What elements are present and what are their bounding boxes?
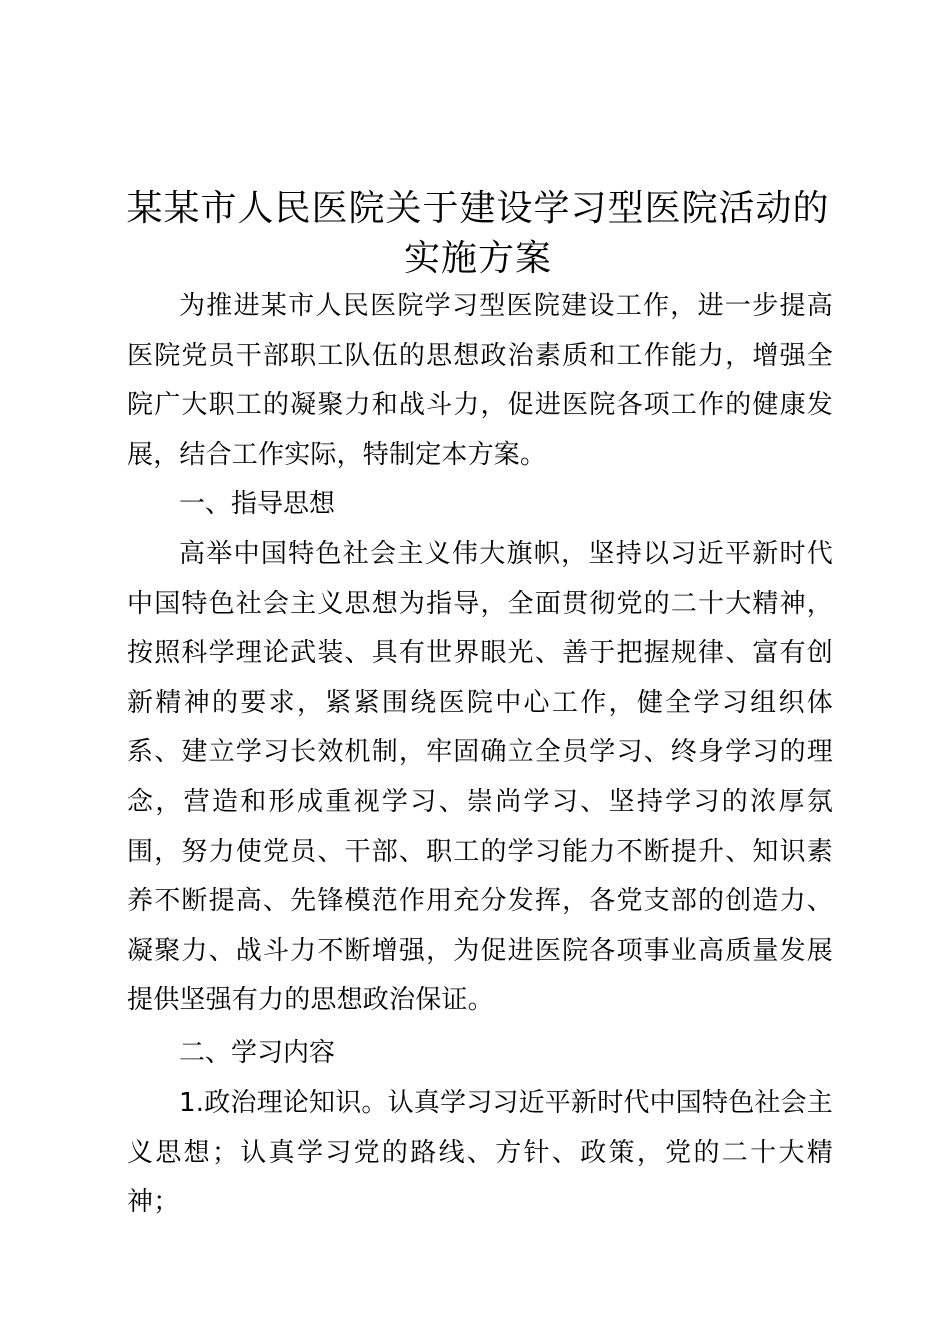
document-title: 某某市人民医院关于建设学习型医院活动的实施方案 <box>126 188 830 279</box>
section-1-body: 高举中国特色社会主义伟大旗帜，坚持以习近平新时代中国特色社会主义思想为指导，全面贯彻党的二十大精神，按照科学理论武装、具有世界眼光、善于把握规律、富有创新精神的要求，紧紧围绕医院中心工作，健全学习组织体系、建立学习长效机制，牢固确立全员学习、终身学习的理念，营造和形成重视学习、崇尚学习、坚持学习的浓厚氛围，努力使党员、干部、职工的学习能力不断提升、知识素养不断提高、先锋模范作用充分发挥，各党支部的创造力、凝聚力、战斗力不断增强，为促进医院各项事业高质量发展提供坚强有力的思想政治保证。 <box>127 539 833 1016</box>
intro-paragraph: 为推进某市人民医院学习型医院建设工作，进一步提高医院党员干部职工队伍的思想政治素质和工作能力，增强全院广大职工的凝聚力和战斗力，促进医院各项工作的健康发展，结合工作实际，特制定本方案。 <box>127 291 833 470</box>
section-1-heading: 一、指导思想 <box>179 489 336 519</box>
section-2-item-1: 1.政治理论知识。认真学习习近平新时代中国特色社会主义思想；认真学习党的路线、方针、政策，党的二十大精神； <box>127 1088 834 1218</box>
section-2-heading: 二、学习内容 <box>179 1038 336 1068</box>
